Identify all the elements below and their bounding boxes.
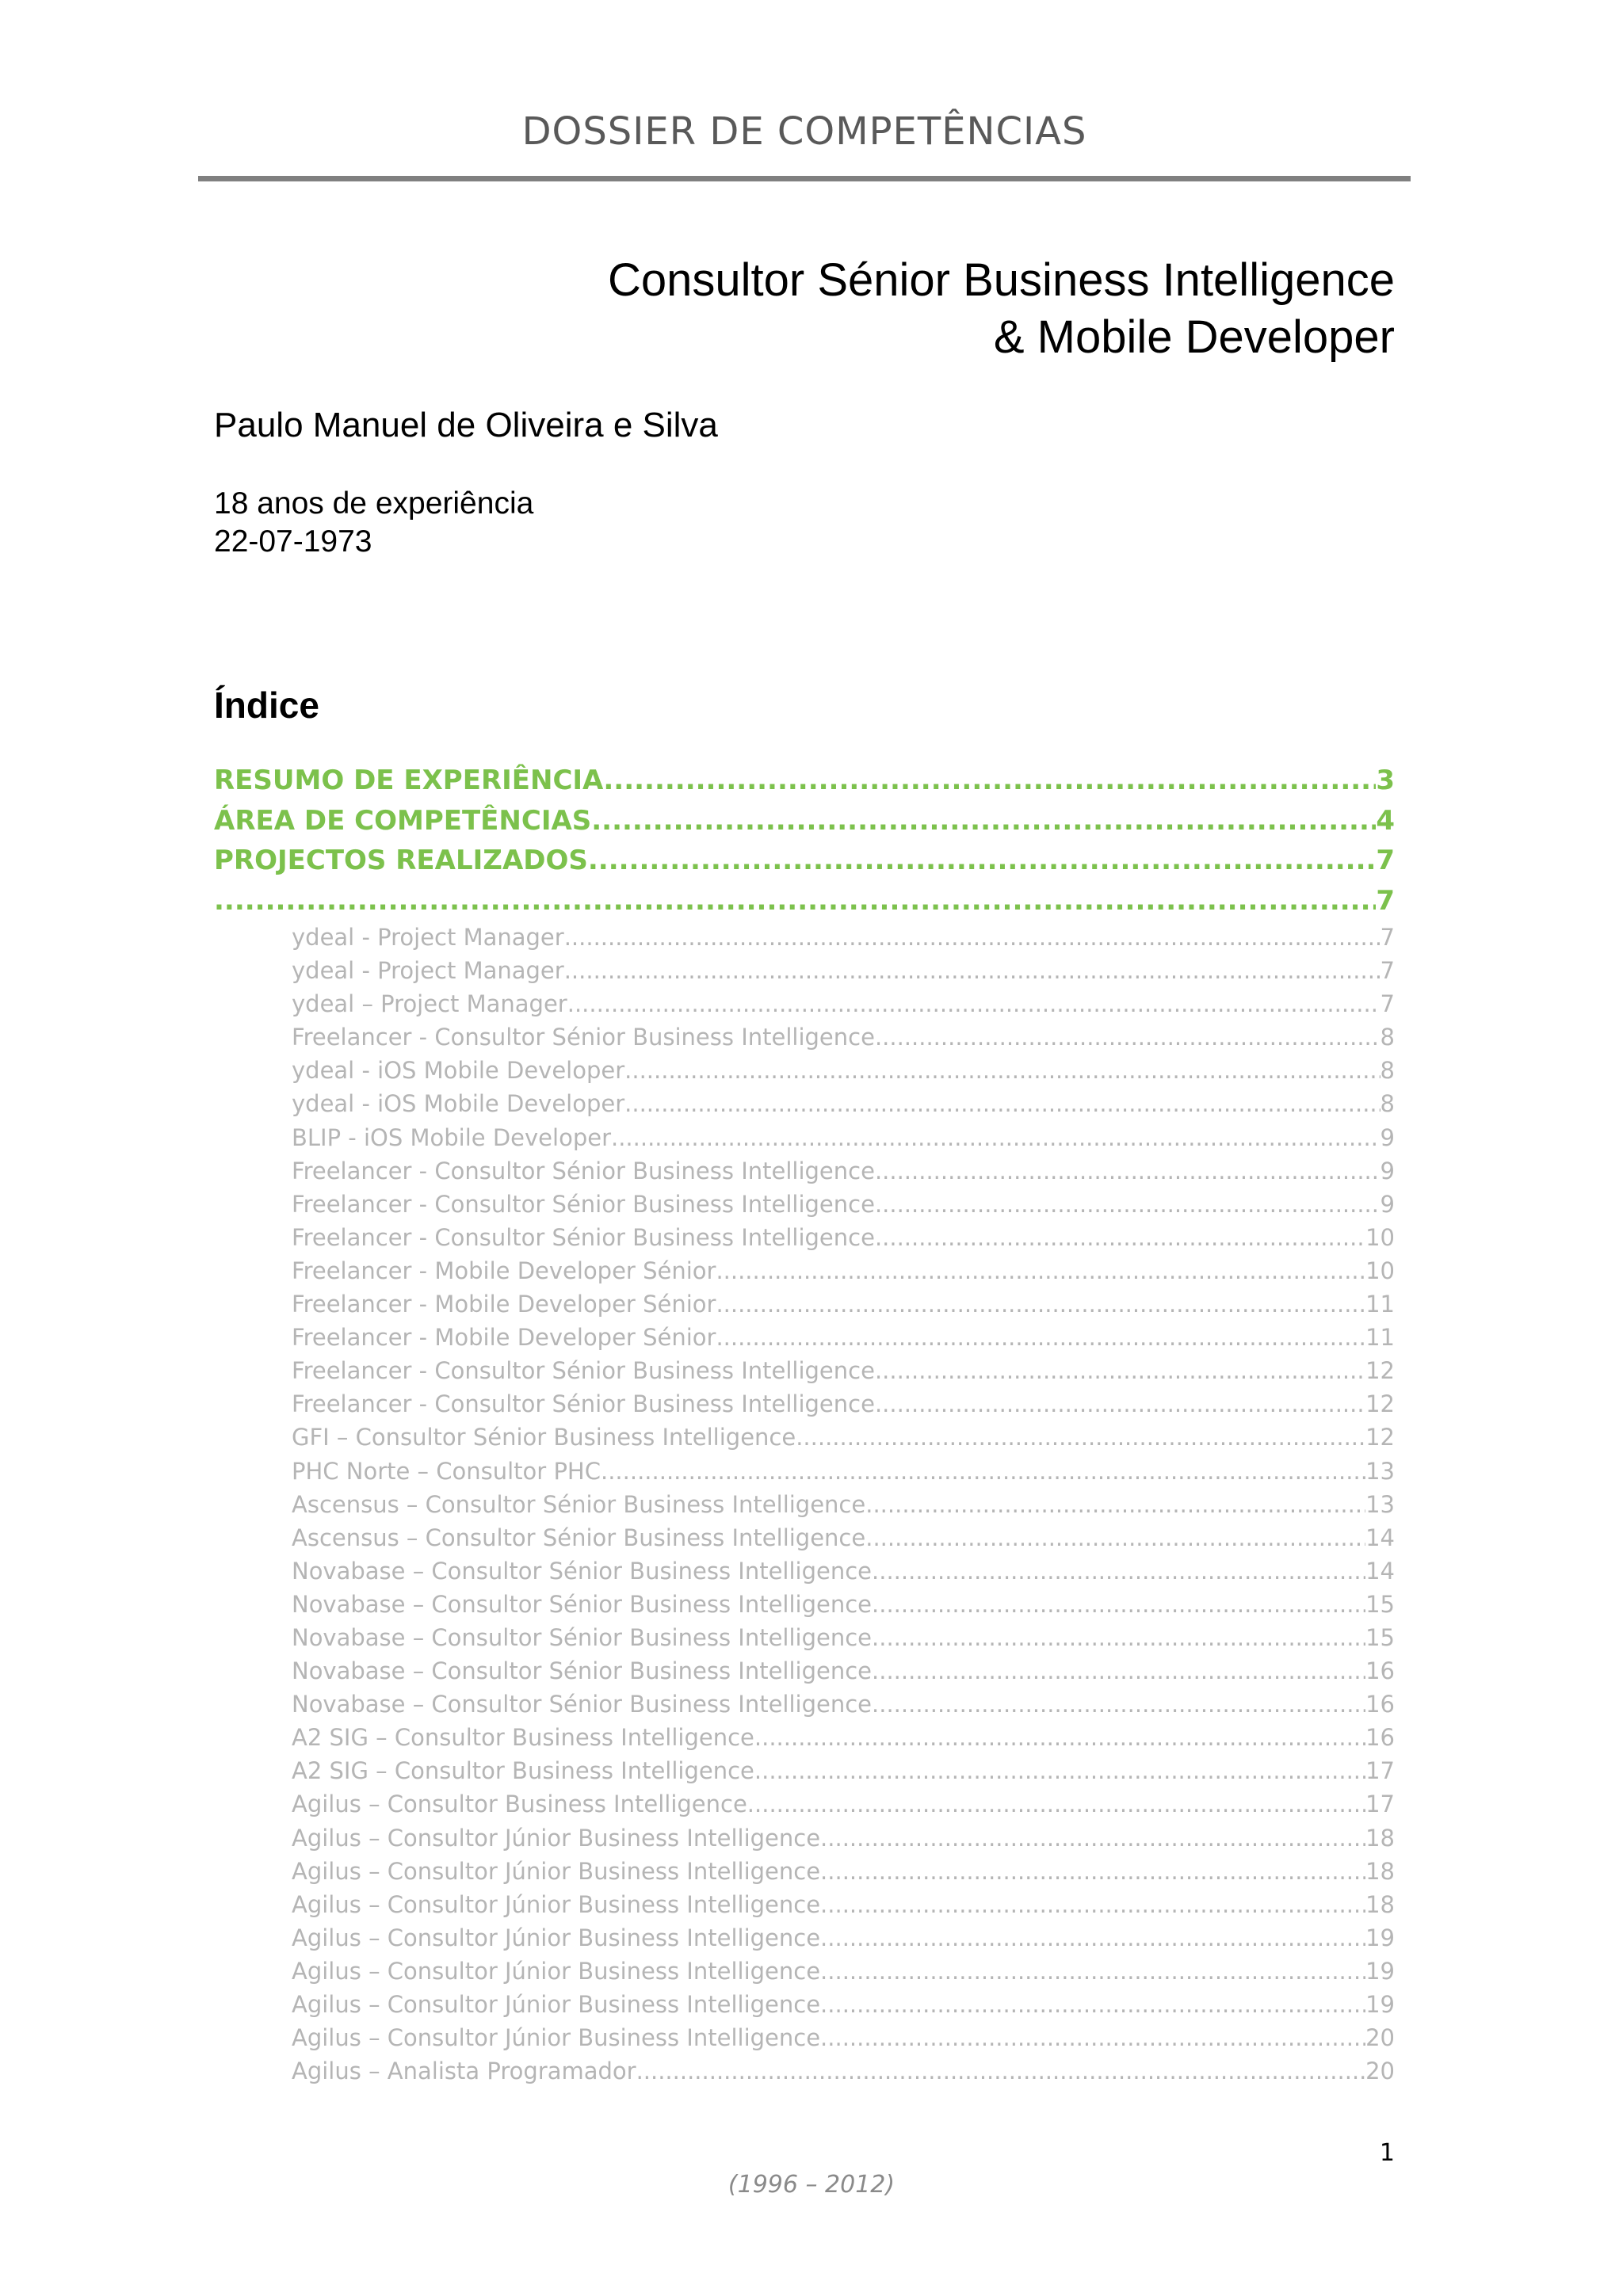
toc-sub-entry[interactable] [214, 921, 1395, 954]
toc-leader-dots [872, 1554, 1365, 1588]
job-title [475, 252, 1395, 366]
toc-sub-entry[interactable] [214, 1688, 1395, 1721]
toc-entry-page: 7 [1376, 884, 1395, 917]
toc-leader-dots [872, 1654, 1365, 1688]
toc-entry-page: 15 [1365, 1623, 1395, 1651]
job-title-line-1: Consultor Sénior Business Intelligence [608, 254, 1395, 306]
toc-sub-entry[interactable] [214, 1921, 1395, 1955]
toc-entry-page: 12 [1365, 1357, 1395, 1385]
toc-sub-entry[interactable] [214, 1654, 1395, 1688]
footer-period: (1996 – 2012) [727, 2171, 896, 2199]
toc-sub-entry[interactable] [214, 1354, 1395, 1387]
toc-entry-label: Freelancer - Consultor Sénior Business Intelligence [292, 1390, 875, 1418]
toc-sub-entry[interactable] [214, 1488, 1395, 1521]
toc-entry-page: 19 [1365, 1957, 1395, 1985]
toc-entry-label: GFI – Consultor Sénior Business Intelligence [292, 1424, 796, 1451]
toc-entry-label: ydeal - iOS Mobile Developer [292, 1057, 625, 1085]
toc-sub-entry[interactable] [214, 1087, 1395, 1120]
birth-date: 22-07-1973 [214, 524, 372, 559]
toc-entry-page: 17 [1365, 1791, 1395, 1818]
toc-sub-entry[interactable] [214, 2021, 1395, 2054]
toc-leader-dots [875, 1188, 1381, 1221]
toc-sub-entry[interactable] [214, 1455, 1395, 1488]
toc-sub-entry[interactable] [214, 1221, 1395, 1254]
toc-entry-page: 7 [1380, 924, 1395, 951]
toc-entry-page: 19 [1365, 1924, 1395, 1951]
toc-entry-page: 4 [1376, 804, 1395, 837]
toc-leader-dots [820, 1855, 1365, 1888]
toc-main-entry[interactable] [214, 761, 1395, 801]
toc-sub-entry[interactable] [214, 1721, 1395, 1754]
toc-entry-label: Ascensus – Consultor Sénior Business Intelligence [292, 1524, 866, 1551]
toc-entry-label: PHC Norte – Consultor PHC [292, 1457, 601, 1485]
toc-leader-dots [601, 1455, 1365, 1488]
toc-sub-entry[interactable] [214, 1121, 1395, 1154]
toc-entry-page: 20 [1365, 2024, 1395, 2052]
toc-leader-dots [716, 1287, 1365, 1321]
toc-entry-label: Agilus – Consultor Júnior Business Intelligence [292, 1957, 821, 1985]
toc-entry-label: Novabase – Consultor Sénior Business Intelligence [292, 1691, 873, 1718]
toc-leader-dots [796, 1421, 1365, 1454]
toc-entry-label: PROJECTOS REALIZADOS [214, 845, 588, 876]
toc-sub-entry[interactable] [214, 1955, 1395, 1988]
toc-entry-label: Agilus – Consultor Business Intelligence [292, 1791, 747, 1818]
toc-leader-dots [588, 841, 1376, 881]
toc-main-entry[interactable] [214, 841, 1395, 881]
toc-entry-label: Novabase – Consultor Sénior Business Intelligence [292, 1557, 873, 1585]
toc-entry-label: Agilus – Consultor Júnior Business Intelligence [292, 1991, 821, 2018]
toc-entry-label: A2 SIG – Consultor Business Intelligence [292, 1757, 754, 1785]
toc-entry-page: 11 [1365, 1324, 1395, 1352]
toc-entry-label: Freelancer - Consultor Sénior Business Intelligence [292, 1024, 875, 1051]
toc-sub-entry[interactable] [214, 1188, 1395, 1221]
toc-entry-page: 19 [1365, 1991, 1395, 2018]
toc-entry-page: 17 [1365, 1757, 1395, 1785]
toc-sub-entry[interactable] [214, 1988, 1395, 2021]
toc-entry-page: 9 [1380, 1157, 1395, 1184]
toc-sub-entry[interactable] [214, 1588, 1395, 1621]
toc-main-entry[interactable] [214, 801, 1395, 841]
toc-leader-dots [214, 881, 1376, 921]
toc-sub-entry[interactable] [214, 1287, 1395, 1321]
toc-leader-dots [865, 1488, 1365, 1521]
toc-entry-page: 8 [1380, 1090, 1395, 1118]
toc-entry-label: ydeal - Project Manager [292, 957, 564, 985]
toc-sub-entry[interactable] [214, 1054, 1395, 1087]
toc-entry-page: 16 [1365, 1691, 1395, 1718]
toc-leader-dots [564, 921, 1381, 954]
toc-sub-entry[interactable] [214, 1521, 1395, 1554]
toc-entry-page: 13 [1365, 1490, 1395, 1518]
toc-leader-dots [820, 1955, 1365, 1988]
toc-entry-label: Freelancer - Mobile Developer Sénior [292, 1257, 716, 1284]
toc-sub-entry[interactable] [214, 1787, 1395, 1821]
toc-entry-page: 7 [1380, 990, 1395, 1018]
toc-sub-entry[interactable] [214, 1321, 1395, 1354]
toc-sub-entry[interactable] [214, 1387, 1395, 1421]
toc-leader-dots [591, 801, 1376, 841]
toc-leader-dots [872, 1621, 1365, 1654]
toc-entry-label: Freelancer - Mobile Developer Sénior [292, 1291, 716, 1318]
toc-leader-dots [875, 1154, 1381, 1188]
index-heading: Índice [214, 685, 319, 726]
toc-leader-dots [820, 2021, 1365, 2054]
toc-entry-label: Freelancer - Consultor Sénior Business Intelligence [292, 1223, 875, 1251]
toc-sub-entries [214, 921, 1395, 2088]
toc-entry-label: Agilus – Consultor Júnior Business Intelligence [292, 1890, 821, 1918]
toc-entry-label: Agilus – Consultor Júnior Business Intelligence [292, 1924, 821, 1951]
toc-entry-label: Agilus – Consultor Júnior Business Intelligence [292, 1857, 821, 1885]
toc-leader-dots [872, 1588, 1365, 1621]
toc-entry-label: Agilus – Analista Programador [292, 2058, 636, 2085]
toc-entry-label: RESUMO DE EXPERIÊNCIA [214, 765, 604, 796]
header-divider [198, 176, 1411, 181]
toc-leader-dots [747, 1787, 1365, 1821]
toc-sub-entry[interactable] [214, 1421, 1395, 1454]
toc-entry-label: Agilus – Consultor Júnior Business Intelligence [292, 1824, 821, 1852]
toc-leader-dots [872, 1688, 1365, 1721]
toc-entry-label: Novabase – Consultor Sénior Business Intelligence [292, 1623, 873, 1651]
toc-entry-page: 13 [1365, 1457, 1395, 1485]
toc-leader-dots [875, 1221, 1365, 1254]
toc-leader-dots [754, 1754, 1365, 1787]
toc-main-entry[interactable] [214, 881, 1395, 921]
document-header-title: DOSSIER DE COMPETÊNCIAS [521, 109, 1087, 154]
experience-block [214, 485, 533, 561]
toc-leader-dots [624, 1087, 1380, 1120]
experience-years: 18 anos de experiência [214, 486, 534, 521]
toc-leader-dots [611, 1121, 1381, 1154]
toc-leader-dots [820, 1921, 1365, 1955]
toc-entry-label: BLIP - iOS Mobile Developer [292, 1123, 611, 1151]
toc-entry-page: 9 [1380, 1123, 1395, 1151]
toc-leader-dots [716, 1254, 1365, 1287]
toc-entry-page: 16 [1365, 1724, 1395, 1752]
toc-entry-page: 14 [1365, 1557, 1395, 1585]
toc-sub-entry[interactable] [214, 2054, 1395, 2088]
toc-entry-page: 14 [1365, 1524, 1395, 1551]
toc-leader-dots [820, 1821, 1365, 1855]
toc-entry-page: 7 [1376, 845, 1395, 876]
toc-entry-page: 15 [1365, 1590, 1395, 1618]
toc-entry-page: 16 [1365, 1657, 1395, 1685]
toc-leader-dots [820, 1988, 1365, 2021]
page-number: 1 [1379, 2139, 1395, 2167]
toc-entry-label: ÁREA DE COMPETÊNCIAS [214, 804, 592, 837]
person-name: Paulo Manuel de Oliveira e Silva [214, 406, 718, 444]
toc-entry-page: 10 [1365, 1257, 1395, 1284]
table-of-contents [214, 761, 1395, 2088]
toc-entry-label: Freelancer - Consultor Sénior Business Intelligence [292, 1190, 875, 1218]
toc-leader-dots [875, 1020, 1381, 1054]
toc-entry-page: 7 [1380, 957, 1395, 985]
toc-sub-entry[interactable] [214, 1754, 1395, 1787]
toc-entry-label: Freelancer - Consultor Sénior Business Intelligence [292, 1357, 875, 1385]
toc-leader-dots [754, 1721, 1365, 1754]
toc-entry-page: 8 [1380, 1057, 1395, 1085]
toc-entry-page: 18 [1365, 1890, 1395, 1918]
toc-entry-label: ydeal - Project Manager [292, 924, 564, 951]
toc-entry-page: 12 [1365, 1424, 1395, 1451]
job-title-line-2: & Mobile Developer [993, 311, 1395, 363]
toc-entry-page: 18 [1365, 1824, 1395, 1852]
toc-entry-label: Ascensus – Consultor Sénior Business Intelligence [292, 1490, 866, 1518]
toc-sub-entry[interactable] [214, 1020, 1395, 1054]
toc-entry-label: Agilus – Consultor Júnior Business Intelligence [292, 2024, 821, 2052]
toc-sub-entry[interactable] [214, 987, 1395, 1020]
toc-entry-label: Novabase – Consultor Sénior Business Intelligence [292, 1657, 873, 1685]
toc-entry-label: A2 SIG – Consultor Business Intelligence [292, 1724, 754, 1752]
toc-sub-entry[interactable] [214, 1554, 1395, 1588]
toc-leader-dots [875, 1354, 1365, 1387]
toc-main-entries [214, 761, 1395, 921]
toc-sub-entry[interactable] [214, 1254, 1395, 1287]
toc-leader-dots [716, 1321, 1365, 1354]
toc-entry-page: 20 [1365, 2058, 1395, 2085]
toc-entry-label: Novabase – Consultor Sénior Business Intelligence [292, 1590, 873, 1618]
toc-leader-dots [567, 987, 1381, 1020]
toc-entry-page: 10 [1365, 1223, 1395, 1251]
toc-sub-entry[interactable] [214, 954, 1395, 987]
toc-leader-dots [865, 1521, 1365, 1554]
toc-entry-label: Freelancer - Mobile Developer Sénior [292, 1324, 716, 1352]
toc-leader-dots [875, 1387, 1365, 1421]
toc-entry-page: 8 [1380, 1024, 1395, 1051]
toc-entry-page: 12 [1365, 1390, 1395, 1418]
toc-leader-dots [636, 2054, 1366, 2088]
toc-entry-page: 18 [1365, 1857, 1395, 1885]
toc-leader-dots [603, 761, 1376, 801]
toc-entry-label: Freelancer - Consultor Sénior Business Intelligence [292, 1157, 875, 1184]
toc-entry-label: ydeal – Project Manager [292, 990, 567, 1018]
toc-leader-dots [820, 1888, 1365, 1921]
toc-entry-label: ydeal - iOS Mobile Developer [292, 1090, 625, 1118]
toc-leader-dots [624, 1054, 1380, 1087]
toc-leader-dots [564, 954, 1381, 987]
toc-sub-entry[interactable] [214, 1888, 1395, 1921]
toc-sub-entry[interactable] [214, 1855, 1395, 1888]
toc-entry-page: 3 [1376, 765, 1395, 796]
toc-entry-page: 9 [1380, 1190, 1395, 1218]
toc-sub-entry[interactable] [214, 1154, 1395, 1188]
toc-entry-page: 11 [1365, 1291, 1395, 1318]
toc-sub-entry[interactable] [214, 1621, 1395, 1654]
toc-sub-entry[interactable] [214, 1821, 1395, 1855]
